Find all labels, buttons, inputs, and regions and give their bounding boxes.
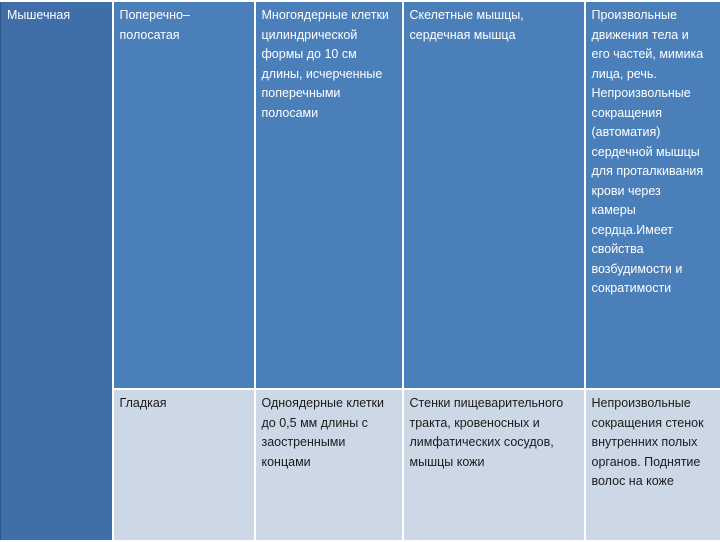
structure-cell: Одноядерные клетки до 0,5 мм длины с заостренными концами [255,389,403,541]
table-row [1,1,720,389]
muscle-type-cell: Поперечно– полосатая [113,1,255,389]
structure-cell: Многоядерные клетки цилиндрической формы до 10 см длины, исчерченные поперечными полосами [255,1,403,389]
location-cell: Стенки пищеварительного тракта, кровеносных и лимфатических сосудов, мышцы кожи [403,389,585,541]
location-cell: Скелетные мышцы, сердечная мышца [403,1,585,389]
function-cell: Непроизвольные сокращения стенок внутренних полых органов. Поднятие волос на коже [585,389,720,541]
function-cell: Произвольные движения тела и его частей, мимика лица, речь. Непроизвольные сокращения (автоматия) сердечной мышцы для проталкивания крови через камеры сердца.Имеет свойства возбудимости и сократимости [585,1,720,389]
muscle-type-cell: Гладкая [113,389,255,541]
tissue-name-cell: Мышечная [1,1,113,541]
